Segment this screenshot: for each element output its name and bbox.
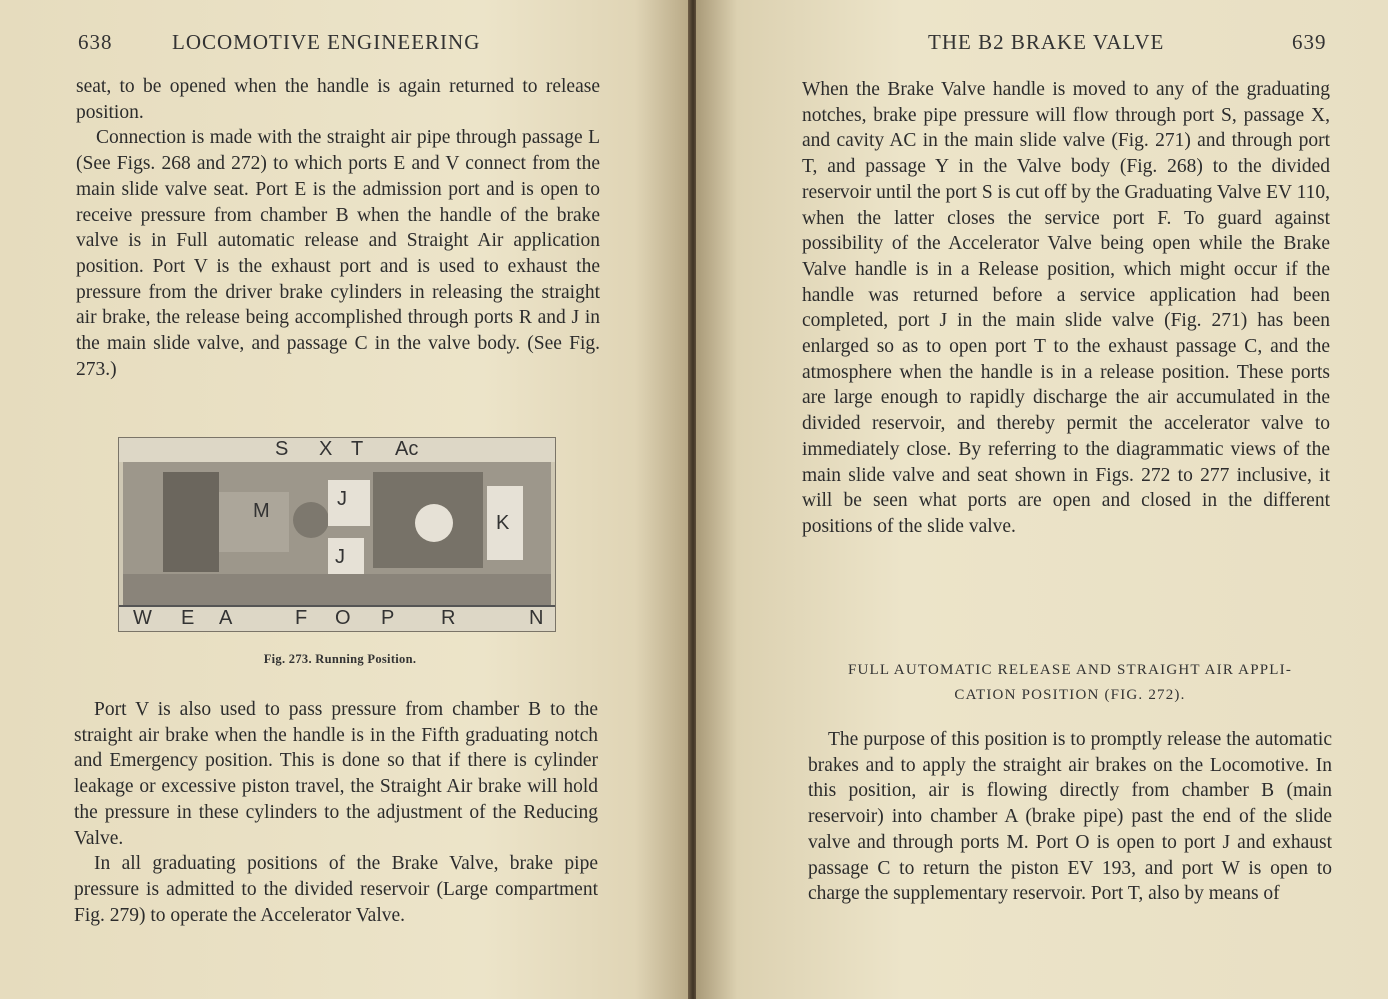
- port-label: F: [295, 607, 308, 629]
- paragraph: seat, to be opened when the handle is again returned to release position.: [76, 76, 600, 123]
- right-text-block-top: [802, 77, 1330, 540]
- diagram-block: [293, 502, 329, 538]
- left-text-block-bottom: [74, 697, 598, 928]
- paragraph: In all graduating positions of the Brake Valve, brake pipe pressure is admitted to the divided reservoir (Large compartment Fig. 279) to operate the Accelerator Valve.: [74, 853, 598, 926]
- diagram-block: [163, 472, 219, 572]
- diagram-label: J: [337, 488, 347, 510]
- section-heading-line: CATION POSITION (FIG. 272).: [954, 687, 1186, 703]
- diagram-label: J: [335, 546, 345, 568]
- right-text-block-bottom: [808, 727, 1332, 907]
- figure-bottom-labels: [119, 605, 555, 631]
- port-label: X: [319, 438, 333, 460]
- diagram-block: [123, 574, 551, 605]
- port-label: A: [219, 607, 233, 629]
- port-label: W: [133, 607, 152, 629]
- left-running-head: LOCOMOTIVE ENGINEERING: [172, 30, 481, 54]
- figure-caption: Fig. 273. Running Position.: [263, 652, 417, 666]
- diagram-block: [328, 480, 370, 526]
- left-page-number: 638: [78, 30, 113, 54]
- slide-valve-diagram: [118, 437, 556, 632]
- paragraph: Port V is also used to pass pressure from chamber B to the straight air brake when the handle is in the Fifth graduating notch and Emergency position. This is done so that if there is cylinder leakage or excessive piston travel, the Straight Air brake will hold the pressure in these cylinders to the adjustment of the Reducing Valve.: [74, 699, 598, 849]
- paragraph: Connection is made with the straight air pipe through passage L (See Figs. 268 and 272) to which ports E and V connect from the main slide valve seat. Port E is the admission port and is open to receive pressure from chamber B when the handle of the brake valve is in Full automatic release and Straight Air application position. Port V is the exhaust port and is used to exhaust the pressure from the driver brake cylinders in releasing the straight air brake, the release being accomplished through ports R and J in the main slide valve, and passage C in the valve body. (See Fig. 273.): [76, 127, 600, 380]
- diagram-block: [328, 538, 364, 578]
- paragraph: When the Brake Valve handle is moved to any of the graduating notches, brake pipe pressure will flow through port S, passage X, and cavity AC in the main slide valve (Fig. 271) and through port T, and passage Y in the Valve body (Fig. 268) to the divided reservoir until the port S is cut off by the Graduating Valve EV 110, when the latter closes the service port F. To guard against possibility of the Accelerator Valve being open while the Brake Valve handle is in a Release position, which might occur if the handle was returned before a service application had been completed, port J in the main slide valve (Fig. 271) has been enlarged so as to open port T to the exhaust passage C, and the atmosphere when the handle is in a release position. These ports are large enough to rapidly discharge the air accumulated in the divided reservoir, and thereby permit the accelerator valve to immediately close. By referring to the diagrammatic views of the main slide valve and seat shown in Figs. 272 to 277 inclusive, it will be seen what ports are open and closed in the different positions of the slide valve.: [802, 79, 1330, 537]
- port-label: P: [381, 607, 395, 629]
- left-page: [0, 0, 690, 999]
- port-label: R: [441, 607, 456, 629]
- figure-top-labels: [119, 438, 555, 462]
- diagram-label: K: [496, 512, 510, 534]
- section-heading-line: FULL AUTOMATIC RELEASE AND STRAIGHT AIR APPLI-: [847, 662, 1293, 678]
- figure-body: [123, 462, 551, 605]
- diagram-block: [415, 504, 453, 542]
- section-heading: [800, 658, 1340, 708]
- port-label: O: [335, 607, 351, 629]
- paragraph: The purpose of this position is to promptly release the automatic brakes and to apply the straight air brakes on the Locomotive. In this position, air is flowing directly from chamber B (main reservoir) into chamber A (brake pipe) past the end of the slide valve and through ports M. Port O is open to port J and exhaust passage C to return the piston EV 193, and port W is open to charge the supplementary reservoir. Port T, also by means of: [808, 729, 1332, 905]
- port-label: T: [351, 438, 364, 460]
- left-text-block-top: [76, 74, 600, 382]
- right-running-head: THE B2 BRAKE VALVE: [928, 30, 1165, 54]
- port-label: Ac: [395, 438, 419, 460]
- right-page-number: 639: [1292, 30, 1327, 54]
- port-label: S: [275, 438, 289, 460]
- diagram-label: M: [253, 500, 270, 522]
- port-label: E: [181, 607, 195, 629]
- port-label: N: [529, 607, 544, 629]
